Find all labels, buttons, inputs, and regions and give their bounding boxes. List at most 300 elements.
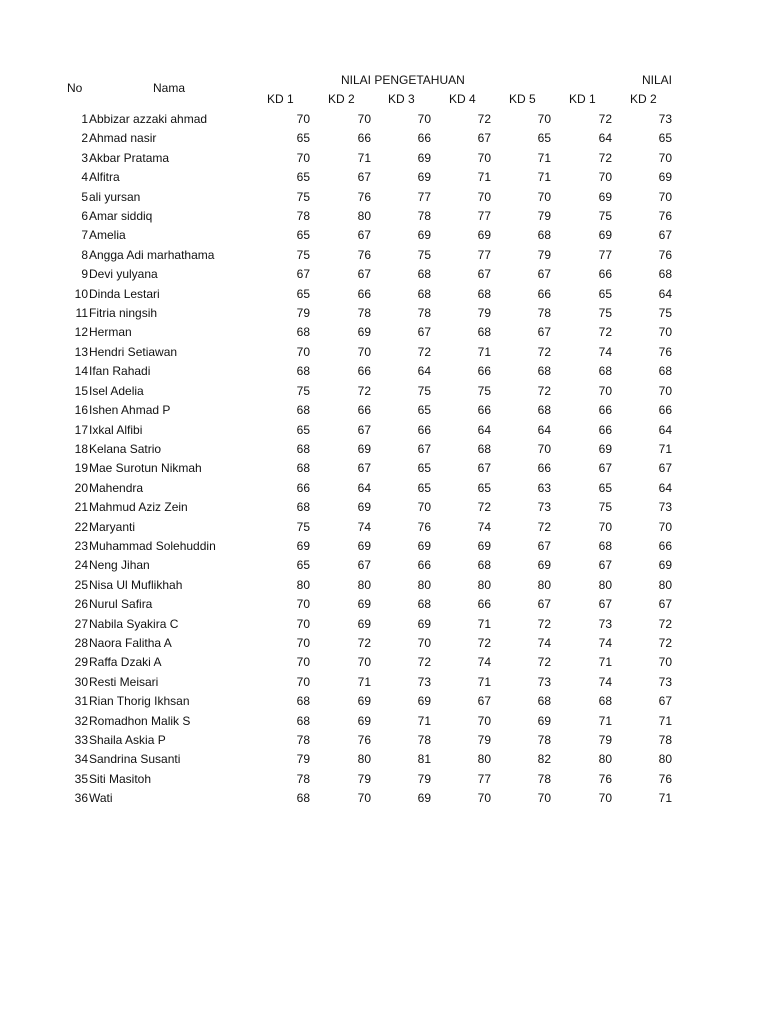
score-cell: 70 (417, 500, 431, 515)
row-number: 2 (81, 131, 88, 146)
score-cell: 66 (477, 364, 491, 379)
row-number: 33 (74, 733, 88, 747)
score-cell: 70 (658, 383, 672, 398)
score-cell: 76 (658, 344, 672, 359)
row-number: 4 (81, 170, 88, 185)
score-cell: 78 (417, 733, 431, 747)
student-name: Dinda Lestari (89, 286, 160, 301)
score-cell: 79 (477, 733, 491, 747)
score-cell: 68 (477, 558, 491, 573)
header-kd-2: KD 2 (328, 92, 355, 106)
score-cell: 69 (537, 558, 551, 573)
table-row (0, 207, 768, 226)
table-row (0, 226, 768, 245)
header-kd-3: KD 3 (388, 92, 415, 106)
score-cell: 67 (357, 558, 371, 573)
student-name: Muhammad Solehuddin (89, 538, 216, 553)
score-cell: 70 (477, 791, 491, 806)
row-number: 26 (74, 597, 88, 612)
score-cell: 66 (598, 403, 612, 418)
table-row (0, 129, 768, 148)
row-number: 18 (74, 441, 88, 456)
score-cell: 70 (477, 150, 491, 165)
score-cell: 76 (357, 733, 371, 747)
score-cell: 67 (357, 170, 371, 185)
score-cell: 67 (417, 325, 431, 340)
score-cell: 78 (296, 733, 310, 747)
score-cell: 68 (417, 597, 431, 612)
score-cell: 69 (296, 538, 310, 553)
student-name: Nurul Safira (89, 597, 153, 612)
row-number: 17 (74, 422, 88, 437)
score-cell: 66 (417, 422, 431, 437)
score-cell: 80 (477, 752, 491, 767)
score-cell: 74 (477, 655, 491, 670)
table-row (0, 440, 768, 459)
score-cell: 69 (477, 228, 491, 243)
score-cell: 68 (477, 286, 491, 301)
score-cell: 69 (417, 150, 431, 165)
row-number: 10 (74, 286, 88, 301)
header-no: No (67, 81, 83, 95)
table-row (0, 673, 768, 692)
student-name: Devi yulyana (89, 267, 158, 282)
table-row (0, 459, 768, 478)
table-row (0, 304, 768, 323)
score-cell: 75 (296, 519, 310, 534)
student-name: Herman (89, 325, 132, 340)
table-row (0, 731, 768, 750)
table-row (0, 362, 768, 381)
score-cell: 67 (477, 694, 491, 709)
student-name: Angga Adi marhathama (89, 247, 215, 262)
score-cell: 68 (296, 500, 310, 515)
score-cell: 72 (537, 383, 551, 398)
score-cell: 70 (296, 655, 310, 670)
table-row (0, 750, 768, 769)
score-cell: 75 (477, 383, 491, 398)
score-cell: 68 (598, 364, 612, 379)
score-cell: 67 (477, 461, 491, 476)
table-row (0, 576, 768, 595)
score-cell: 71 (537, 150, 551, 165)
score-cell: 65 (296, 131, 310, 146)
score-cell: 79 (598, 733, 612, 747)
student-table (0, 110, 768, 809)
table-row (0, 479, 768, 498)
student-name: Maryanti (89, 519, 136, 534)
header-nilai: NILAI (642, 73, 673, 87)
score-cell: 75 (417, 383, 431, 398)
score-cell: 78 (658, 733, 672, 747)
score-cell: 66 (598, 267, 612, 282)
score-cell: 78 (537, 771, 551, 786)
score-cell: 67 (477, 267, 491, 282)
score-cell: 66 (537, 286, 551, 301)
score-cell: 80 (537, 577, 551, 592)
table-row (0, 265, 768, 284)
score-cell: 66 (537, 461, 551, 476)
header-kd-1b: KD 1 (569, 92, 596, 106)
student-name: Hendri Setiawan (89, 344, 178, 359)
score-cell: 72 (537, 616, 551, 631)
score-cell: 82 (537, 752, 551, 767)
student-name: Amar siddiq (89, 209, 153, 224)
score-cell: 65 (296, 286, 310, 301)
score-cell: 68 (658, 267, 672, 282)
score-cell: 64 (598, 131, 612, 146)
student-name: Akbar Pratama (89, 150, 170, 165)
score-cell: 67 (598, 597, 612, 612)
score-cell: 75 (296, 189, 310, 204)
row-number: 31 (74, 694, 88, 709)
score-cell: 64 (658, 286, 672, 301)
score-cell: 66 (357, 403, 371, 418)
score-cell: 70 (417, 635, 431, 650)
score-cell: 72 (357, 635, 371, 650)
score-cell: 70 (598, 170, 612, 185)
score-cell: 67 (658, 228, 672, 243)
table-row (0, 789, 768, 808)
score-cell: 80 (598, 577, 612, 592)
score-cell: 66 (658, 538, 672, 553)
score-cell: 64 (477, 422, 491, 437)
score-cell: 70 (658, 325, 672, 340)
student-name: Sandrina Susanti (89, 752, 181, 767)
score-cell: 64 (658, 480, 672, 495)
score-cell: 65 (417, 480, 431, 495)
score-cell: 78 (296, 209, 310, 224)
score-cell: 76 (357, 189, 371, 204)
row-number: 7 (81, 228, 88, 243)
row-number: 29 (74, 655, 88, 670)
student-name: Abbizar azzaki ahmad (89, 112, 208, 126)
score-cell: 74 (477, 519, 491, 534)
score-cell: 68 (296, 403, 310, 418)
score-cell: 71 (537, 170, 551, 185)
table-row (0, 285, 768, 304)
row-number: 30 (74, 674, 88, 689)
score-cell: 69 (357, 500, 371, 515)
score-cell: 67 (296, 267, 310, 282)
score-cell: 72 (658, 635, 672, 650)
student-name: Wati (89, 791, 113, 806)
score-cell: 66 (296, 480, 310, 495)
score-cell: 69 (658, 170, 672, 185)
score-cell: 69 (417, 791, 431, 806)
score-cell: 80 (357, 577, 371, 592)
score-cell: 69 (417, 228, 431, 243)
score-cell: 76 (658, 771, 672, 786)
score-cell: 66 (598, 422, 612, 437)
score-cell: 67 (658, 597, 672, 612)
score-cell: 68 (296, 325, 310, 340)
score-cell: 69 (477, 538, 491, 553)
score-cell: 72 (598, 150, 612, 165)
table-row (0, 149, 768, 168)
score-cell: 78 (296, 771, 310, 786)
row-number: 1 (81, 112, 88, 126)
table-row (0, 188, 768, 207)
score-cell: 66 (357, 364, 371, 379)
score-cell: 70 (598, 791, 612, 806)
score-cell: 80 (477, 577, 491, 592)
score-cell: 72 (537, 519, 551, 534)
score-cell: 73 (598, 616, 612, 631)
score-cell: 72 (417, 655, 431, 670)
row-number: 11 (75, 306, 88, 321)
score-cell: 70 (296, 616, 310, 631)
student-name: Mahmud Aziz Zein (89, 500, 188, 515)
score-cell: 78 (537, 733, 551, 747)
score-cell: 67 (658, 694, 672, 709)
row-number: 21 (74, 500, 88, 515)
score-cell: 70 (658, 655, 672, 670)
score-cell: 70 (598, 383, 612, 398)
score-cell: 68 (296, 694, 310, 709)
score-cell: 79 (357, 771, 371, 786)
score-cell: 71 (477, 616, 491, 631)
score-cell: 76 (658, 247, 672, 262)
table-row (0, 653, 768, 672)
score-cell: 67 (537, 597, 551, 612)
row-number: 35 (74, 771, 88, 786)
score-cell: 65 (417, 461, 431, 476)
score-cell: 74 (357, 519, 371, 534)
student-name: Shaila Askia P (89, 733, 166, 747)
row-number: 6 (81, 209, 88, 224)
table-row (0, 712, 768, 731)
score-cell: 75 (598, 209, 612, 224)
score-cell: 80 (296, 577, 310, 592)
score-cell: 65 (417, 403, 431, 418)
score-cell: 72 (417, 344, 431, 359)
score-cell: 68 (537, 403, 551, 418)
score-cell: 68 (296, 713, 310, 728)
score-cell: 73 (417, 674, 431, 689)
score-cell: 80 (417, 577, 431, 592)
score-cell: 74 (598, 635, 612, 650)
score-cell: 70 (537, 189, 551, 204)
score-cell: 70 (537, 791, 551, 806)
table-row (0, 401, 768, 420)
score-cell: 73 (658, 674, 672, 689)
score-cell: 70 (537, 441, 551, 456)
score-cell: 70 (357, 344, 371, 359)
row-number: 15 (74, 383, 88, 398)
score-cell: 69 (417, 538, 431, 553)
row-number: 13 (74, 344, 88, 359)
score-cell: 69 (537, 713, 551, 728)
student-name: Nabila Syakira C (89, 616, 179, 631)
score-cell: 73 (658, 112, 672, 126)
score-cell: 74 (598, 344, 612, 359)
score-cell: 68 (537, 228, 551, 243)
score-cell: 78 (357, 306, 371, 321)
score-cell: 67 (598, 461, 612, 476)
score-cell: 75 (598, 306, 612, 321)
score-cell: 72 (598, 325, 612, 340)
table-row (0, 634, 768, 653)
score-cell: 68 (658, 364, 672, 379)
score-cell: 79 (537, 247, 551, 262)
student-name: Ixkal Alfibi (89, 422, 143, 437)
score-cell: 77 (598, 247, 612, 262)
score-cell: 64 (537, 422, 551, 437)
score-cell: 72 (537, 655, 551, 670)
score-cell: 65 (598, 480, 612, 495)
score-cell: 70 (296, 674, 310, 689)
score-cell: 71 (477, 170, 491, 185)
score-cell: 72 (477, 635, 491, 650)
score-cell: 72 (357, 383, 371, 398)
row-number: 22 (74, 519, 88, 534)
student-name: Amelia (89, 228, 126, 243)
table-row (0, 556, 768, 575)
student-name: Siti Masitoh (89, 771, 152, 786)
score-cell: 79 (417, 771, 431, 786)
row-number: 16 (74, 403, 88, 418)
student-name: Ahmad nasir (89, 131, 157, 146)
row-number: 34 (74, 752, 88, 767)
score-cell: 66 (417, 558, 431, 573)
score-cell: 70 (598, 519, 612, 534)
header-kd-4: KD 4 (449, 92, 476, 106)
score-cell: 71 (598, 713, 612, 728)
score-cell: 69 (598, 228, 612, 243)
score-cell: 65 (537, 131, 551, 146)
score-cell: 68 (537, 364, 551, 379)
row-number: 20 (74, 480, 88, 495)
score-cell: 69 (357, 713, 371, 728)
score-cell: 68 (537, 694, 551, 709)
score-cell: 70 (417, 112, 431, 126)
score-cell: 65 (296, 228, 310, 243)
score-cell: 67 (477, 131, 491, 146)
score-cell: 74 (537, 635, 551, 650)
row-number: 9 (81, 267, 88, 282)
score-cell: 80 (598, 752, 612, 767)
score-cell: 70 (357, 112, 371, 126)
score-cell: 75 (417, 247, 431, 262)
student-name: Fitria ningsih (89, 306, 158, 321)
score-cell: 70 (477, 713, 491, 728)
score-cell: 76 (658, 209, 672, 224)
score-cell: 69 (417, 616, 431, 631)
score-cell: 68 (477, 325, 491, 340)
score-cell: 75 (296, 247, 310, 262)
score-cell: 65 (296, 170, 310, 185)
score-cell: 67 (598, 558, 612, 573)
row-number: 5 (81, 189, 88, 204)
score-cell: 68 (598, 538, 612, 553)
score-cell: 71 (417, 713, 431, 728)
student-name: Resti Meisari (89, 674, 159, 689)
score-cell: 64 (417, 364, 431, 379)
row-number: 3 (81, 150, 88, 165)
table-row (0, 343, 768, 362)
score-cell: 76 (417, 519, 431, 534)
table-row (0, 595, 768, 614)
row-number: 24 (74, 558, 88, 573)
score-cell: 67 (357, 461, 371, 476)
header-nama: Nama (153, 81, 186, 95)
header-kd-1: KD 1 (267, 92, 294, 106)
score-cell: 66 (357, 131, 371, 146)
student-name: Ifan Rahadi (89, 364, 151, 379)
score-cell: 72 (477, 112, 491, 126)
score-cell: 66 (658, 403, 672, 418)
table-row (0, 498, 768, 517)
student-name: Naora Falitha A (89, 635, 172, 650)
student-name: Isel Adelia (89, 383, 144, 398)
score-cell: 67 (537, 538, 551, 553)
score-cell: 71 (477, 674, 491, 689)
score-cell: 71 (658, 441, 672, 456)
student-name: Kelana Satrio (89, 441, 162, 456)
score-cell: 70 (658, 150, 672, 165)
table-row (0, 246, 768, 265)
header-kd-2b: KD 2 (630, 92, 657, 106)
score-cell: 66 (417, 131, 431, 146)
row-number: 28 (74, 635, 88, 650)
score-cell: 79 (296, 306, 310, 321)
student-name: Mahendra (89, 480, 144, 495)
score-cell: 68 (296, 461, 310, 476)
score-cell: 75 (296, 383, 310, 398)
row-number: 25 (74, 577, 88, 592)
score-cell: 79 (477, 306, 491, 321)
score-cell: 69 (357, 597, 371, 612)
score-cell: 73 (537, 674, 551, 689)
score-cell: 69 (417, 694, 431, 709)
score-cell: 64 (658, 422, 672, 437)
table-row (0, 770, 768, 789)
score-cell: 77 (477, 209, 491, 224)
header-kd-5: KD 5 (509, 92, 536, 106)
score-cell: 76 (598, 771, 612, 786)
student-name: Neng Jihan (89, 558, 150, 573)
score-cell: 69 (357, 441, 371, 456)
score-cell: 77 (477, 771, 491, 786)
score-cell: 72 (537, 344, 551, 359)
row-number: 23 (74, 538, 88, 553)
score-cell: 70 (658, 189, 672, 204)
score-cell: 71 (477, 344, 491, 359)
score-cell: 68 (417, 267, 431, 282)
score-cell: 67 (357, 228, 371, 243)
score-cell: 68 (296, 441, 310, 456)
score-cell: 63 (537, 480, 551, 495)
score-cell: 69 (357, 694, 371, 709)
score-cell: 73 (658, 500, 672, 515)
score-cell: 65 (296, 558, 310, 573)
row-number: 36 (74, 791, 88, 806)
score-cell: 67 (357, 422, 371, 437)
score-cell: 80 (658, 577, 672, 592)
row-number: 8 (81, 247, 88, 262)
score-cell: 68 (417, 286, 431, 301)
score-cell: 67 (658, 461, 672, 476)
score-cell: 70 (658, 519, 672, 534)
row-number: 27 (74, 616, 88, 631)
score-cell: 65 (296, 422, 310, 437)
student-name: Alfitra (89, 170, 120, 185)
score-cell: 78 (417, 306, 431, 321)
score-cell: 70 (357, 791, 371, 806)
table-row (0, 323, 768, 342)
score-cell: 69 (598, 441, 612, 456)
